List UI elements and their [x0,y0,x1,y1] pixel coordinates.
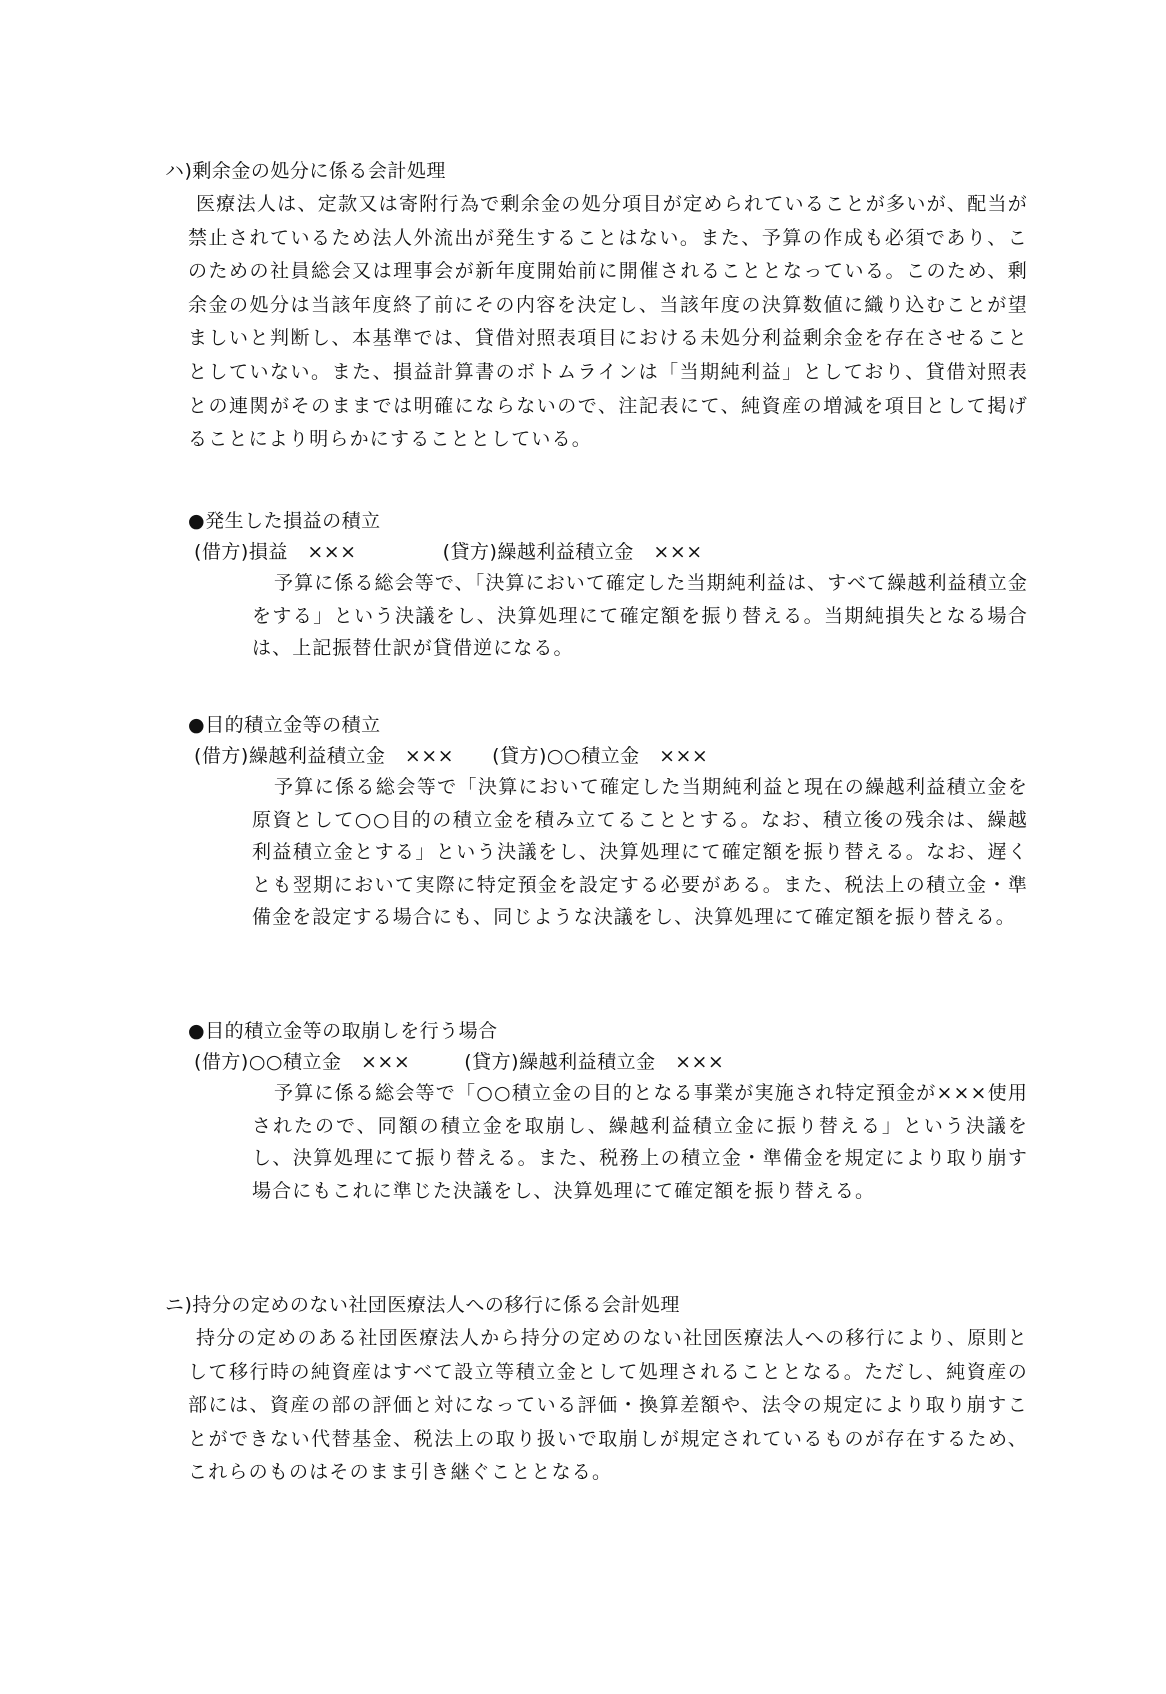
entry-1-description: 予算に係る総会等で、「決算において確定した当期純利益は、すべて繰越利益積立金をする」という決議をし、決算処理にて確定額を振り替える。当期純損失となる場合は、上記振替仕訳が貸借逆になる。 [252,572,1028,660]
entry-3-credit: (貸方)繰越利益積立金 ××× [464,1051,725,1073]
section-ha-heading: ハ)剰余金の処分に係る会計処理 [165,160,446,182]
entry-1-credit: (貸方)繰越利益積立金 ××× [442,541,703,563]
entry-1-title: ●発生した損益の積立 [188,510,381,532]
entry-3-description: 予算に係る総会等で「○○積立金の目的となる事業が実施され特定預金が×××使用されたので、同額の積立金を取崩し、繰越利益積立金に振り替える」という決議をし、決算処理にて振り替える。また、税務上の積立金・準備金を規定により取り崩す場合にもこれに準じた決議をし、決算処理にて確定額を振り替える。 [252,1082,1028,1202]
entry-2-debit: (借方)繰越利益積立金 ××× [194,745,455,767]
entry-3-debit: (借方)○○積立金 ××× [194,1051,411,1073]
section-ni-body: 持分の定めのある社団医療法人から持分の定めのない社団医療法人への移行により、原則として移行時の純資産はすべて設立等積立金として処理されることとなる。ただし、純資産の部には、資産の部の評価と対になっている評価・換算差額や、法令の規定により取り崩すことができない代替基金、税法上の取り扱いで取崩しが規定されているものが存在するため、これらのものはそのまま引き継ぐこととなる。 [188,1327,1028,1484]
entry-3-title: ●目的積立金等の取崩しを行う場合 [188,1020,498,1042]
entry-2-description: 予算に係る総会等で「決算において確定した当期純利益と現在の繰越利益積立金を原資として○○目的の積立金を積み立てることとする。なお、積立後の残余は、繰越利益積立金とする」という決議をし、決算処理にて確定額を振り替える。なお、遅くとも翌期において実際に特定預金を設定する必要がある。また、税法上の積立金・準備金を設定する場合にも、同じような決議をし、決算処理にて確定額を振り替える。 [252,776,1028,929]
entry-2-journal [194,741,708,768]
entry-3-journal [194,1047,724,1074]
entry-1-debit: (借方)損益 ××× [194,541,357,563]
section-ni-heading: ニ)持分の定めのない社団医療法人への移行に係る会計処理 [165,1294,680,1316]
entry-2-title: ●目的積立金等の積立 [188,714,381,736]
entry-2-credit: (貸方)○○積立金 ××× [492,745,709,767]
section-ha-body: 医療法人は、定款又は寄附行為で剰余金の処分項目が定められていることが多いが、配当が禁止されているため法人外流出が発生することはない。また、予算の作成も必須であり、このための社員総会又は理事会が新年度開始前に開催されることとなっている。このため、剰余金の処分は当該年度終了前にその内容を決定し、当該年度の決算数値に織り込むことが望ましいと判断し、本基準では、貸借対照表項目における未処分利益剰余金を存在させることとしていない。また、損益計算書のボトムラインは「当期純利益」としており、貸借対照表との連関がそのままでは明確にならないので、注記表にて、純資産の増減を項目として掲げることにより明らかにすることとしている。 [188,193,1028,451]
entry-1-journal [194,537,703,564]
